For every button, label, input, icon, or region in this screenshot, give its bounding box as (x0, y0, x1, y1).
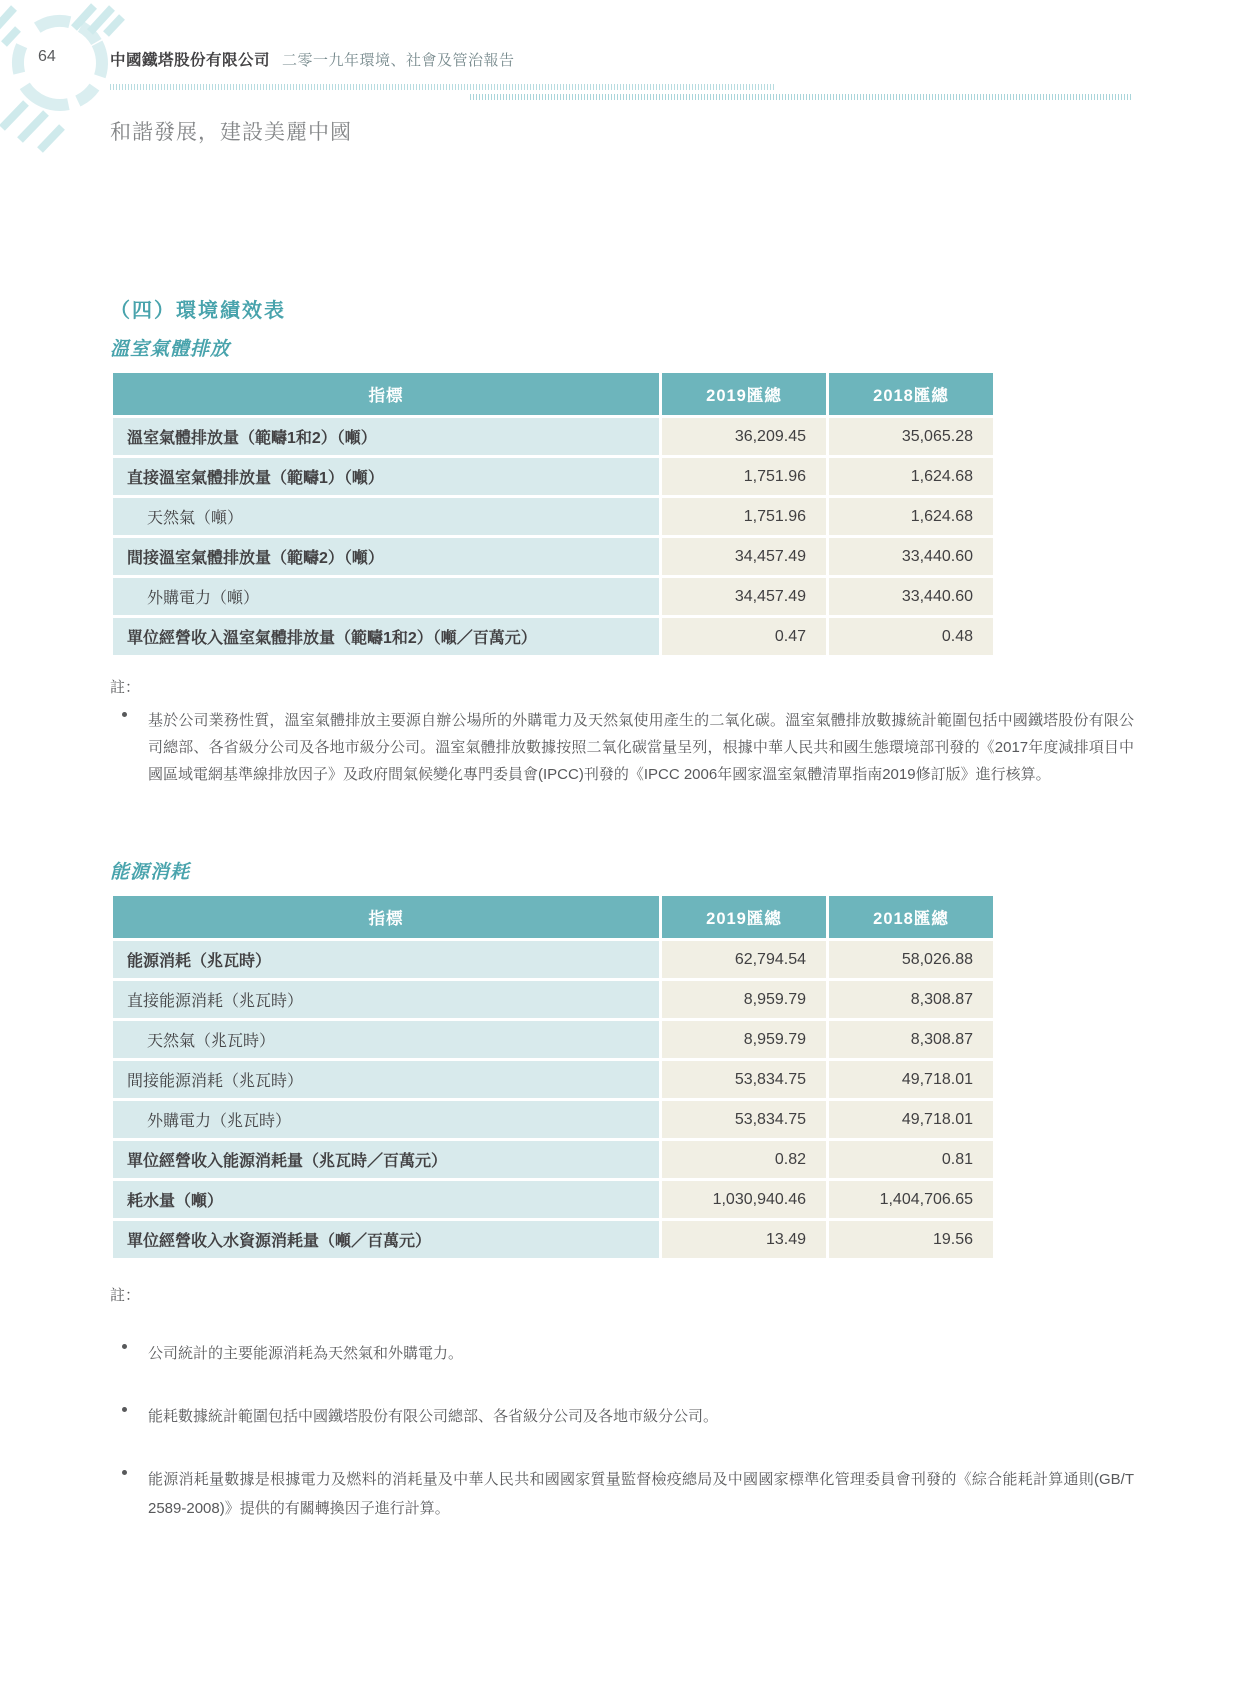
value-2019: 8,959.79 (662, 1021, 826, 1058)
value-2019: 0.47 (662, 618, 826, 655)
table-row (113, 941, 993, 978)
note-text: 能源消耗量數據是根據電力及燃料的消耗量及中華人民共和國國家質量監督檢疫總局及中國國家標準化管理委員會刊發的《綜合能耗計算通則(GB/T 2589-2008)》提供的有關轉換因子進行計算。 (148, 1471, 1134, 1517)
header-dotted-rule-1 (110, 84, 774, 90)
value-2018: 0.48 (829, 618, 993, 655)
value-2018: 49,718.01 (829, 1101, 993, 1138)
table-row (113, 578, 993, 615)
value-2019: 1,751.96 (662, 498, 826, 535)
value-2018: 1,624.68 (829, 498, 993, 535)
value-2019: 34,457.49 (662, 578, 826, 615)
value-2018: 8,308.87 (829, 1021, 993, 1058)
row-label: 外購電力（兆瓦時） (113, 1101, 659, 1138)
value-2018: 35,065.28 (829, 418, 993, 455)
table-row (113, 418, 993, 455)
table-row (113, 1221, 993, 1258)
running-header (110, 48, 515, 70)
value-2019: 1,751.96 (662, 458, 826, 495)
value-2019: 1,030,940.46 (662, 1181, 826, 1218)
table-row (113, 618, 993, 655)
note-item (110, 1465, 1134, 1523)
row-label: 耗水量（噸） (113, 1181, 659, 1218)
bullet-icon (110, 1465, 148, 1483)
note-item (110, 1402, 1134, 1431)
row-label: 間接溫室氣體排放量（範疇2）（噸） (113, 538, 659, 575)
note-item (110, 707, 1134, 788)
table-header-row (113, 896, 993, 938)
table-row (113, 1181, 993, 1218)
note-text: 基於公司業務性質，溫室氣體排放主要源自辦公場所的外購電力及天然氣使用產生的二氧化碳。溫室氣體排放數據統計範圍包括中國鐵塔股份有限公司總部、各省級分公司及各地市級分公司。溫室氣體排放數據按照二氧化碳當量呈列，根據中華人民共和國生態環境部刊發的《2017年度減排項目中國區域電網基準線排放因子》及政府間氣候變化專門委員會(IPCC)刊發的《IPCC 2006年國家溫室氣體清單指南2019修訂版》進行核算。 (148, 712, 1134, 783)
value-2018: 8,308.87 (829, 981, 993, 1018)
bullet-icon (110, 1402, 148, 1420)
column-header-2018: 2018匯總 (829, 896, 993, 938)
row-label: 直接能源消耗（兆瓦時） (113, 981, 659, 1018)
row-label: 間接能源消耗（兆瓦時） (113, 1061, 659, 1098)
row-label: 直接溫室氣體排放量（範疇1）（噸） (113, 458, 659, 495)
header-dotted-rule-2 (470, 94, 1132, 100)
value-2019: 8,959.79 (662, 981, 826, 1018)
value-2018: 0.81 (829, 1141, 993, 1178)
ghg-notes (110, 676, 1134, 788)
energy-consumption-table (110, 893, 996, 1261)
energy-notes (110, 1284, 1134, 1523)
ghg-emissions-table (110, 370, 996, 658)
table-row (113, 498, 993, 535)
section-title: （四）環境績效表 (110, 300, 286, 322)
chapter-subtitle: 和諧發展，建設美麗中國 (110, 121, 352, 144)
value-2019: 0.82 (662, 1141, 826, 1178)
ghg-emissions-block (110, 334, 996, 658)
page-number: 64 (38, 48, 56, 65)
note-text: 能耗數據統計範圍包括中國鐵塔股份有限公司總部、各省級分公司及各地市級分公司。 (148, 1408, 719, 1425)
value-2019: 13.49 (662, 1221, 826, 1258)
table-row (113, 981, 993, 1018)
value-2019: 34,457.49 (662, 538, 826, 575)
table-row (113, 458, 993, 495)
value-2018: 33,440.60 (829, 538, 993, 575)
value-2018: 19.56 (829, 1221, 993, 1258)
row-label: 單位經營收入能源消耗量（兆瓦時／百萬元） (113, 1141, 659, 1178)
value-2019: 62,794.54 (662, 941, 826, 978)
note-item (110, 1339, 1134, 1368)
table-row (113, 1141, 993, 1178)
table-row (113, 538, 993, 575)
energy-consumption-block (110, 857, 996, 1261)
value-2018: 49,718.01 (829, 1061, 993, 1098)
column-header-2019: 2019匯總 (662, 373, 826, 415)
row-label: 天然氣（噸） (113, 498, 659, 535)
row-label: 單位經營收入水資源消耗量（噸／百萬元） (113, 1221, 659, 1258)
note-label: 註： (110, 1287, 141, 1304)
value-2019: 53,834.75 (662, 1101, 826, 1138)
value-2019: 53,834.75 (662, 1061, 826, 1098)
report-title: 二零一九年環境、社會及管治報告 (282, 52, 515, 69)
table-row (113, 1021, 993, 1058)
value-2018: 58,026.88 (829, 941, 993, 978)
value-2019: 36,209.45 (662, 418, 826, 455)
table-row (113, 1061, 993, 1098)
bullet-icon (110, 1339, 148, 1357)
row-label: 天然氣（兆瓦時） (113, 1021, 659, 1058)
row-label: 外購電力（噸） (113, 578, 659, 615)
table-row (113, 1101, 993, 1138)
column-header-indicator: 指標 (113, 373, 659, 415)
row-label: 單位經營收入溫室氣體排放量（範疇1和2）（噸／百萬元） (113, 618, 659, 655)
column-header-indicator: 指標 (113, 896, 659, 938)
note-label: 註： (110, 679, 141, 696)
column-header-2018: 2018匯總 (829, 373, 993, 415)
table-header-row (113, 373, 993, 415)
bullet-icon (110, 707, 148, 725)
row-label: 能源消耗（兆瓦時） (113, 941, 659, 978)
table-title-energy: 能源消耗 (110, 862, 191, 883)
column-header-2019: 2019匯總 (662, 896, 826, 938)
note-text: 公司統計的主要能源消耗為天然氣和外購電力。 (148, 1345, 464, 1362)
value-2018: 1,624.68 (829, 458, 993, 495)
company-name: 中國鐵塔股份有限公司 (110, 52, 271, 69)
table-title-ghg: 溫室氣體排放 (110, 339, 231, 360)
value-2018: 1,404,706.65 (829, 1181, 993, 1218)
value-2018: 33,440.60 (829, 578, 993, 615)
row-label: 溫室氣體排放量（範疇1和2）（噸） (113, 418, 659, 455)
